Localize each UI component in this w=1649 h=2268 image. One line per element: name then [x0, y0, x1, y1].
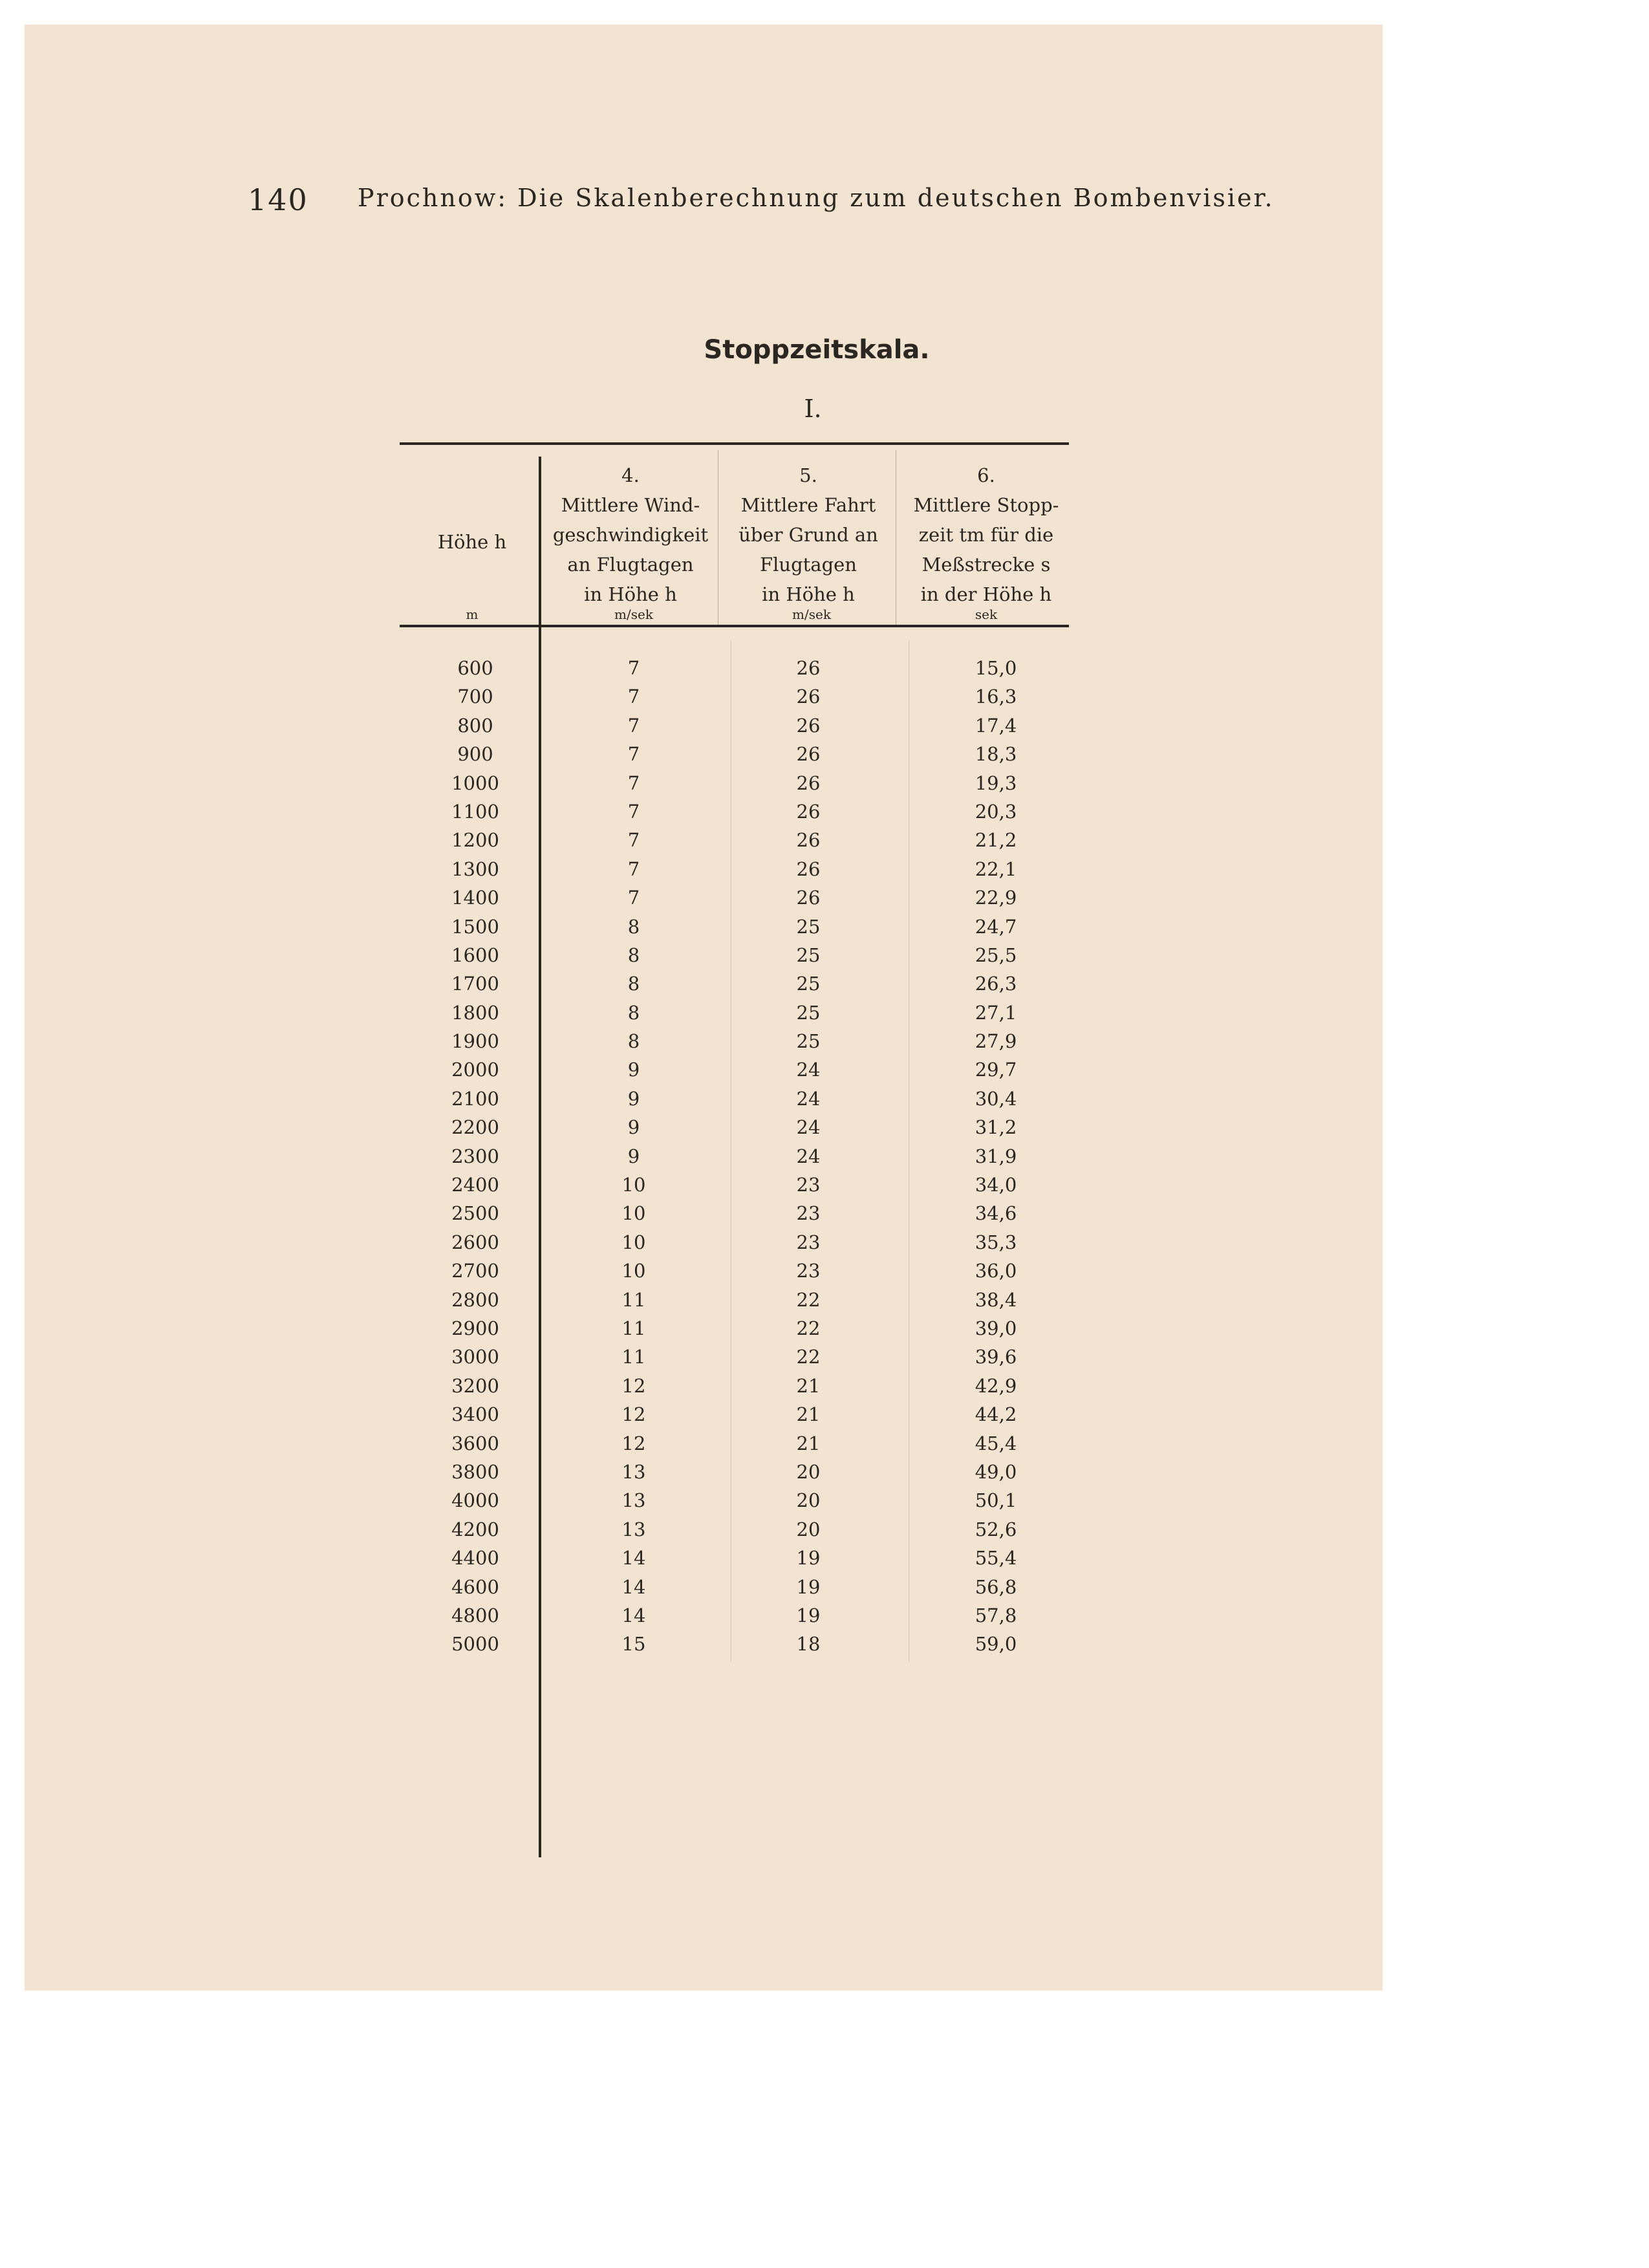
cell-height: 1800 [451, 1001, 499, 1024]
cell-height: 2800 [451, 1288, 499, 1311]
cell-ground-speed: 25 [796, 915, 821, 938]
cell-wind-speed: 7 [627, 887, 640, 909]
cell-stop-time: 38,4 [975, 1288, 1017, 1311]
cell-stop-time: 55,4 [975, 1547, 1017, 1570]
cell-height: 2600 [451, 1231, 499, 1253]
cell-ground-speed: 24 [796, 1145, 821, 1167]
cell-stop-time: 29,7 [975, 1059, 1017, 1081]
cell-height: 4800 [451, 1604, 499, 1626]
cell-wind-speed: 13 [621, 1460, 646, 1483]
cell-ground-speed: 26 [796, 657, 821, 679]
cell-ground-speed: 25 [796, 1030, 821, 1053]
cell-wind-speed: 10 [621, 1174, 646, 1196]
cell-stop-time: 22,9 [975, 887, 1017, 909]
cell-height: 3600 [451, 1432, 499, 1454]
cell-wind-speed: 8 [627, 1001, 640, 1024]
table-row [0, 657, 1649, 686]
cell-height: 4400 [451, 1547, 499, 1570]
cell-stop-time: 20,3 [975, 800, 1017, 823]
top-rule [400, 442, 1069, 445]
cell-ground-speed: 18 [796, 1633, 821, 1656]
cell-wind-speed: 10 [621, 1231, 646, 1253]
cell-stop-time: 52,6 [975, 1518, 1017, 1540]
cell-stop-time: 18,3 [975, 743, 1017, 766]
cell-height: 2900 [451, 1317, 499, 1339]
cell-height: 1300 [451, 858, 499, 880]
cell-height: 2700 [451, 1260, 499, 1282]
cell-stop-time: 30,4 [975, 1087, 1017, 1110]
cell-height: 1900 [451, 1030, 499, 1053]
table-row [0, 1317, 1649, 1346]
cell-ground-speed: 26 [796, 800, 821, 823]
cell-stop-time: 35,3 [975, 1231, 1017, 1253]
table-row [0, 1547, 1649, 1575]
table-row [0, 1604, 1649, 1633]
cell-wind-speed: 7 [627, 829, 640, 852]
cell-wind-speed: 7 [627, 714, 640, 737]
table-row [0, 1174, 1649, 1202]
cell-stop-time: 49,0 [975, 1460, 1017, 1483]
cell-wind-speed: 10 [621, 1260, 646, 1282]
table-row [0, 1403, 1649, 1432]
cell-height: 2200 [451, 1116, 499, 1139]
cell-stop-time: 22,1 [975, 858, 1017, 880]
cell-ground-speed: 26 [796, 772, 821, 794]
table-row [0, 1375, 1649, 1403]
table-row [0, 1432, 1649, 1461]
cell-height: 3800 [451, 1460, 499, 1483]
cell-wind-speed: 14 [621, 1604, 646, 1626]
column-unit: sek [975, 607, 998, 622]
cell-wind-speed: 7 [627, 800, 640, 823]
cell-height: 600 [457, 657, 493, 679]
cell-ground-speed: 26 [796, 887, 821, 909]
cell-height: 1700 [451, 973, 499, 995]
cell-ground-speed: 22 [796, 1317, 821, 1339]
cell-wind-speed: 15 [621, 1633, 646, 1656]
cell-height: 1000 [451, 772, 499, 794]
cell-stop-time: 50,1 [975, 1489, 1017, 1512]
cell-stop-time: 27,9 [975, 1030, 1017, 1053]
table-row [0, 1116, 1649, 1145]
cell-ground-speed: 21 [796, 1432, 821, 1454]
cell-wind-speed: 11 [621, 1346, 646, 1368]
cell-stop-time: 39,6 [975, 1346, 1017, 1368]
cell-stop-time: 39,0 [975, 1317, 1017, 1339]
cell-wind-speed: 9 [627, 1059, 640, 1081]
column-header-height: Höhe h [437, 531, 507, 553]
table-row [0, 944, 1649, 973]
cell-stop-time: 26,3 [975, 973, 1017, 995]
table-row [0, 829, 1649, 858]
cell-ground-speed: 23 [796, 1260, 821, 1282]
cell-stop-time: 59,0 [975, 1633, 1017, 1656]
cell-ground-speed: 26 [796, 686, 821, 708]
cell-ground-speed: 25 [796, 1001, 821, 1024]
cell-height: 4000 [451, 1489, 499, 1512]
cell-stop-time: 34,0 [975, 1174, 1017, 1196]
cell-wind-speed: 12 [621, 1403, 646, 1426]
cell-height: 900 [457, 743, 493, 766]
table-row [0, 1088, 1649, 1116]
cell-ground-speed: 21 [796, 1403, 821, 1426]
cell-wind-speed: 13 [621, 1489, 646, 1512]
cell-wind-speed: 12 [621, 1432, 646, 1454]
cell-stop-time: 31,9 [975, 1145, 1017, 1167]
cell-height: 2500 [451, 1202, 499, 1225]
cell-stop-time: 42,9 [975, 1374, 1017, 1397]
cell-height: 3400 [451, 1403, 499, 1426]
cell-height: 1200 [451, 829, 499, 852]
cell-ground-speed: 23 [796, 1202, 821, 1225]
cell-ground-speed: 23 [796, 1174, 821, 1196]
cell-wind-speed: 14 [621, 1575, 646, 1598]
column-header-ground-speed: 5. Mittlere Fahrt über Grund an Flugtagen in Höhe h [738, 464, 878, 605]
table-row [0, 1633, 1649, 1661]
cell-height: 1400 [451, 887, 499, 909]
table-row [0, 1030, 1649, 1059]
cell-wind-speed: 9 [627, 1087, 640, 1110]
cell-height: 2300 [451, 1145, 499, 1167]
cell-wind-speed: 13 [621, 1518, 646, 1540]
table-number: I. [804, 394, 822, 423]
table-row [0, 1346, 1649, 1374]
cell-height: 2000 [451, 1059, 499, 1081]
cell-wind-speed: 12 [621, 1374, 646, 1397]
table-row [0, 1576, 1649, 1604]
column-unit: m/sek [792, 607, 831, 622]
table-row [0, 1202, 1649, 1231]
table-row [0, 916, 1649, 944]
cell-stop-time: 25,5 [975, 944, 1017, 966]
cell-wind-speed: 8 [627, 1030, 640, 1053]
cell-ground-speed: 20 [796, 1460, 821, 1483]
cell-wind-speed: 7 [627, 772, 640, 794]
cell-height: 2400 [451, 1174, 499, 1196]
table-row [0, 973, 1649, 1001]
column-header-wind: 4. Mittlere Wind- geschwindigkeit an Flugtagen in Höhe h [552, 464, 709, 605]
cell-wind-speed: 10 [621, 1202, 646, 1225]
cell-stop-time: 17,4 [975, 714, 1017, 737]
table-row [0, 772, 1649, 801]
cell-ground-speed: 26 [796, 858, 821, 880]
cell-ground-speed: 21 [796, 1374, 821, 1397]
cell-stop-time: 16,3 [975, 686, 1017, 708]
table-row [0, 1518, 1649, 1547]
cell-wind-speed: 8 [627, 915, 640, 938]
header-rule [400, 625, 1069, 627]
cell-height: 3000 [451, 1346, 499, 1368]
cell-ground-speed: 20 [796, 1489, 821, 1512]
cell-stop-time: 27,1 [975, 1001, 1017, 1024]
cell-stop-time: 31,2 [975, 1116, 1017, 1139]
cell-wind-speed: 7 [627, 743, 640, 766]
table-row [0, 1145, 1649, 1174]
cell-height: 1500 [451, 915, 499, 938]
cell-ground-speed: 23 [796, 1231, 821, 1253]
column-header-stop-time: 6. Mittlere Stopp- zeit tm für die Meßstrecke s in der Höhe h [913, 464, 1059, 605]
table-row [0, 686, 1649, 714]
cell-wind-speed: 11 [621, 1288, 646, 1311]
cell-height: 2100 [451, 1087, 499, 1110]
cell-height: 5000 [451, 1633, 499, 1656]
cell-height: 3200 [451, 1374, 499, 1397]
cell-wind-speed: 9 [627, 1145, 640, 1167]
cell-stop-time: 19,3 [975, 772, 1017, 794]
cell-height: 4200 [451, 1518, 499, 1540]
cell-stop-time: 36,0 [975, 1260, 1017, 1282]
cell-stop-time: 21,2 [975, 829, 1017, 852]
cell-ground-speed: 26 [796, 714, 821, 737]
cell-height: 700 [457, 686, 493, 708]
table-row [0, 887, 1649, 915]
column-unit: m [466, 607, 479, 622]
cell-ground-speed: 22 [796, 1288, 821, 1311]
cell-ground-speed: 20 [796, 1518, 821, 1540]
cell-height: 4600 [451, 1575, 499, 1598]
cell-ground-speed: 19 [796, 1547, 821, 1570]
cell-wind-speed: 7 [627, 657, 640, 679]
table-row [0, 1489, 1649, 1518]
cell-height: 1600 [451, 944, 499, 966]
cell-wind-speed: 11 [621, 1317, 646, 1339]
table-row [0, 1260, 1649, 1288]
cell-stop-time: 45,4 [975, 1432, 1017, 1454]
cell-ground-speed: 24 [796, 1087, 821, 1110]
cell-stop-time: 57,8 [975, 1604, 1017, 1626]
cell-wind-speed: 14 [621, 1547, 646, 1570]
cell-height: 800 [457, 714, 493, 737]
cell-height: 1100 [451, 800, 499, 823]
cell-stop-time: 24,7 [975, 915, 1017, 938]
cell-wind-speed: 7 [627, 858, 640, 880]
table-title: Stoppzeitskala. [704, 335, 930, 365]
cell-ground-speed: 19 [796, 1575, 821, 1598]
cell-stop-time: 56,8 [975, 1575, 1017, 1598]
cell-stop-time: 34,6 [975, 1202, 1017, 1225]
page-number: 140 [248, 182, 308, 217]
cell-wind-speed: 8 [627, 944, 640, 966]
cell-ground-speed: 25 [796, 944, 821, 966]
running-head: Prochnow: Die Skalenberechnung zum deutschen Bombenvisier. [358, 184, 1275, 212]
cell-ground-speed: 22 [796, 1346, 821, 1368]
cell-ground-speed: 26 [796, 743, 821, 766]
column-unit: m/sek [614, 607, 653, 622]
table-row [0, 1231, 1649, 1260]
table-row [0, 1461, 1649, 1489]
cell-ground-speed: 25 [796, 973, 821, 995]
cell-wind-speed: 8 [627, 973, 640, 995]
cell-wind-speed: 9 [627, 1116, 640, 1139]
cell-ground-speed: 19 [796, 1604, 821, 1626]
table-row [0, 1289, 1649, 1317]
cell-stop-time: 44,2 [975, 1403, 1017, 1426]
table-row [0, 801, 1649, 829]
cell-ground-speed: 24 [796, 1059, 821, 1081]
cell-wind-speed: 7 [627, 686, 640, 708]
table-row [0, 715, 1649, 743]
cell-ground-speed: 24 [796, 1116, 821, 1139]
table-row [0, 1002, 1649, 1030]
cell-stop-time: 15,0 [975, 657, 1017, 679]
table-body [0, 657, 1649, 1662]
cell-ground-speed: 26 [796, 829, 821, 852]
table-row [0, 743, 1649, 772]
table-row [0, 858, 1649, 887]
table-row [0, 1059, 1649, 1087]
